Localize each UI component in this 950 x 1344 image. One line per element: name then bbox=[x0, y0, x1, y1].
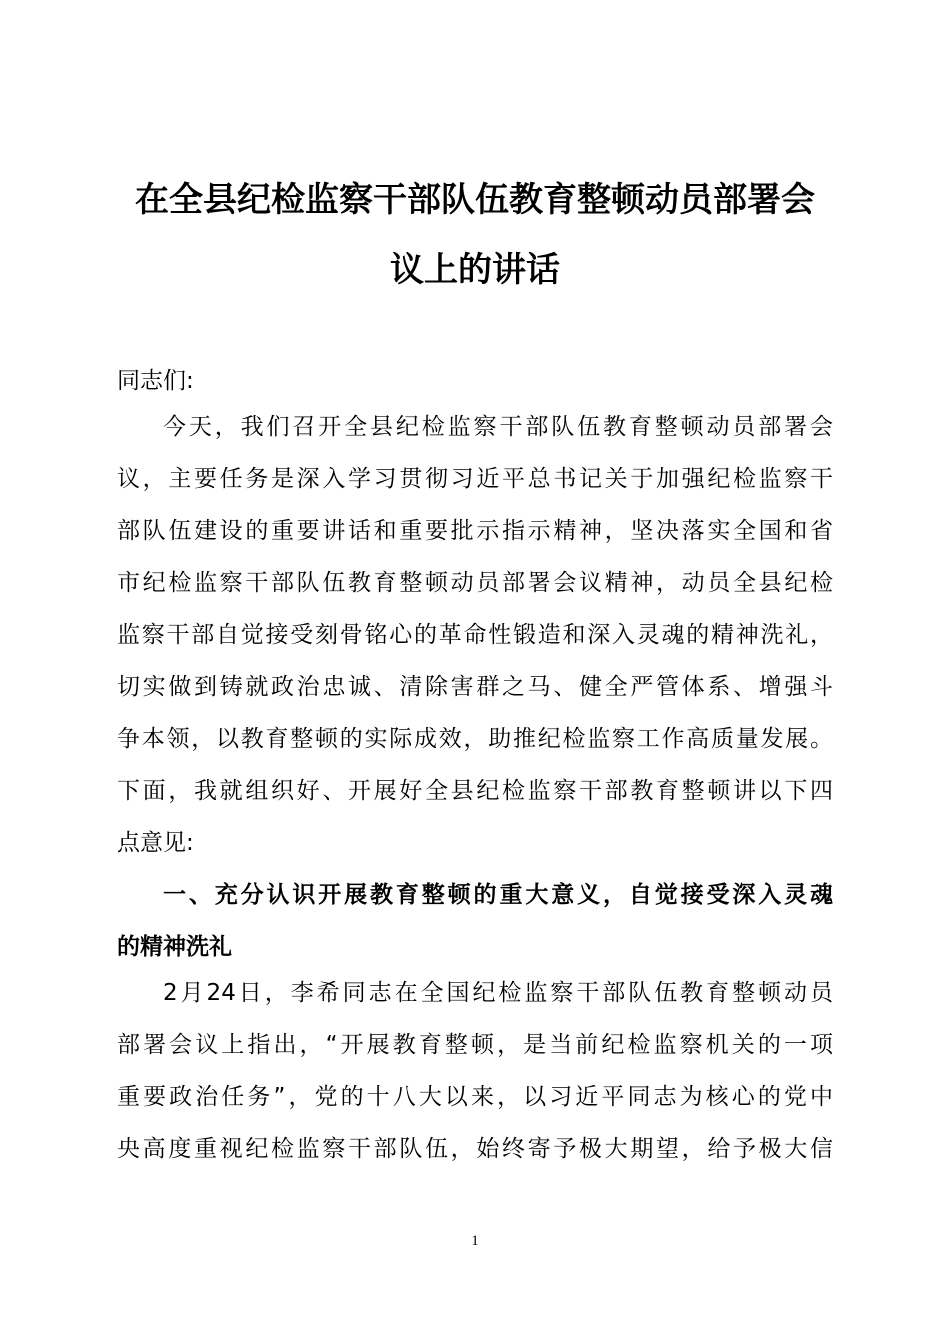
document-title-line-2: 议上的讲话 bbox=[390, 250, 560, 290]
paragraph-line: 央高度重视纪检监察干部队伍，始终寄予极大期望，给予极大信 bbox=[117, 1136, 833, 1162]
paragraph-line: 2月24日，李希同志在全国纪检监察干部队伍教育整顿动员 bbox=[163, 980, 833, 1006]
section-heading-line: 的精神洗礼 bbox=[117, 934, 232, 960]
paragraph-line: 点意见: bbox=[117, 830, 194, 856]
paragraph-line: 今天，我们召开全县纪检监察干部队伍教育整顿动员部署会 bbox=[163, 414, 833, 440]
paragraph-line: 部队伍建设的重要讲话和重要批示指示精神，坚决落实全国和省 bbox=[117, 518, 833, 544]
document-title-line-1: 在全县纪检监察干部队伍教育整顿动员部署会 bbox=[135, 180, 815, 220]
page-number: 1 bbox=[471, 1233, 479, 1249]
section-heading-line: 一、充分认识开展教育整顿的重大意义，自觉接受深入灵魂 bbox=[163, 882, 833, 908]
paragraph-line: 下面，我就组织好、开展好全县纪检监察干部教育整顿讲以下四 bbox=[117, 778, 833, 804]
paragraph-line: 市纪检监察干部队伍教育整顿动员部署会议精神，动员全县纪检 bbox=[117, 570, 833, 596]
salutation: 同志们: bbox=[117, 368, 194, 394]
paragraph-line: 切实做到铸就政治忠诚、清除害群之马、健全严管体系、增强斗 bbox=[117, 674, 833, 700]
paragraph-line: 争本领，以教育整顿的实际成效，助推纪检监察工作高质量发展。 bbox=[117, 726, 833, 752]
paragraph-line: 监察干部自觉接受刻骨铭心的革命性锻造和深入灵魂的精神洗礼， bbox=[117, 622, 833, 648]
paragraph-line: 部署会议上指出，“开展教育整顿，是当前纪检监察机关的一项 bbox=[117, 1032, 833, 1058]
paragraph-line: 重要政治任务”，党的十八大以来，以习近平同志为核心的党中 bbox=[117, 1084, 833, 1110]
paragraph-line: 议，主要任务是深入学习贯彻习近平总书记关于加强纪检监察干 bbox=[117, 466, 833, 492]
